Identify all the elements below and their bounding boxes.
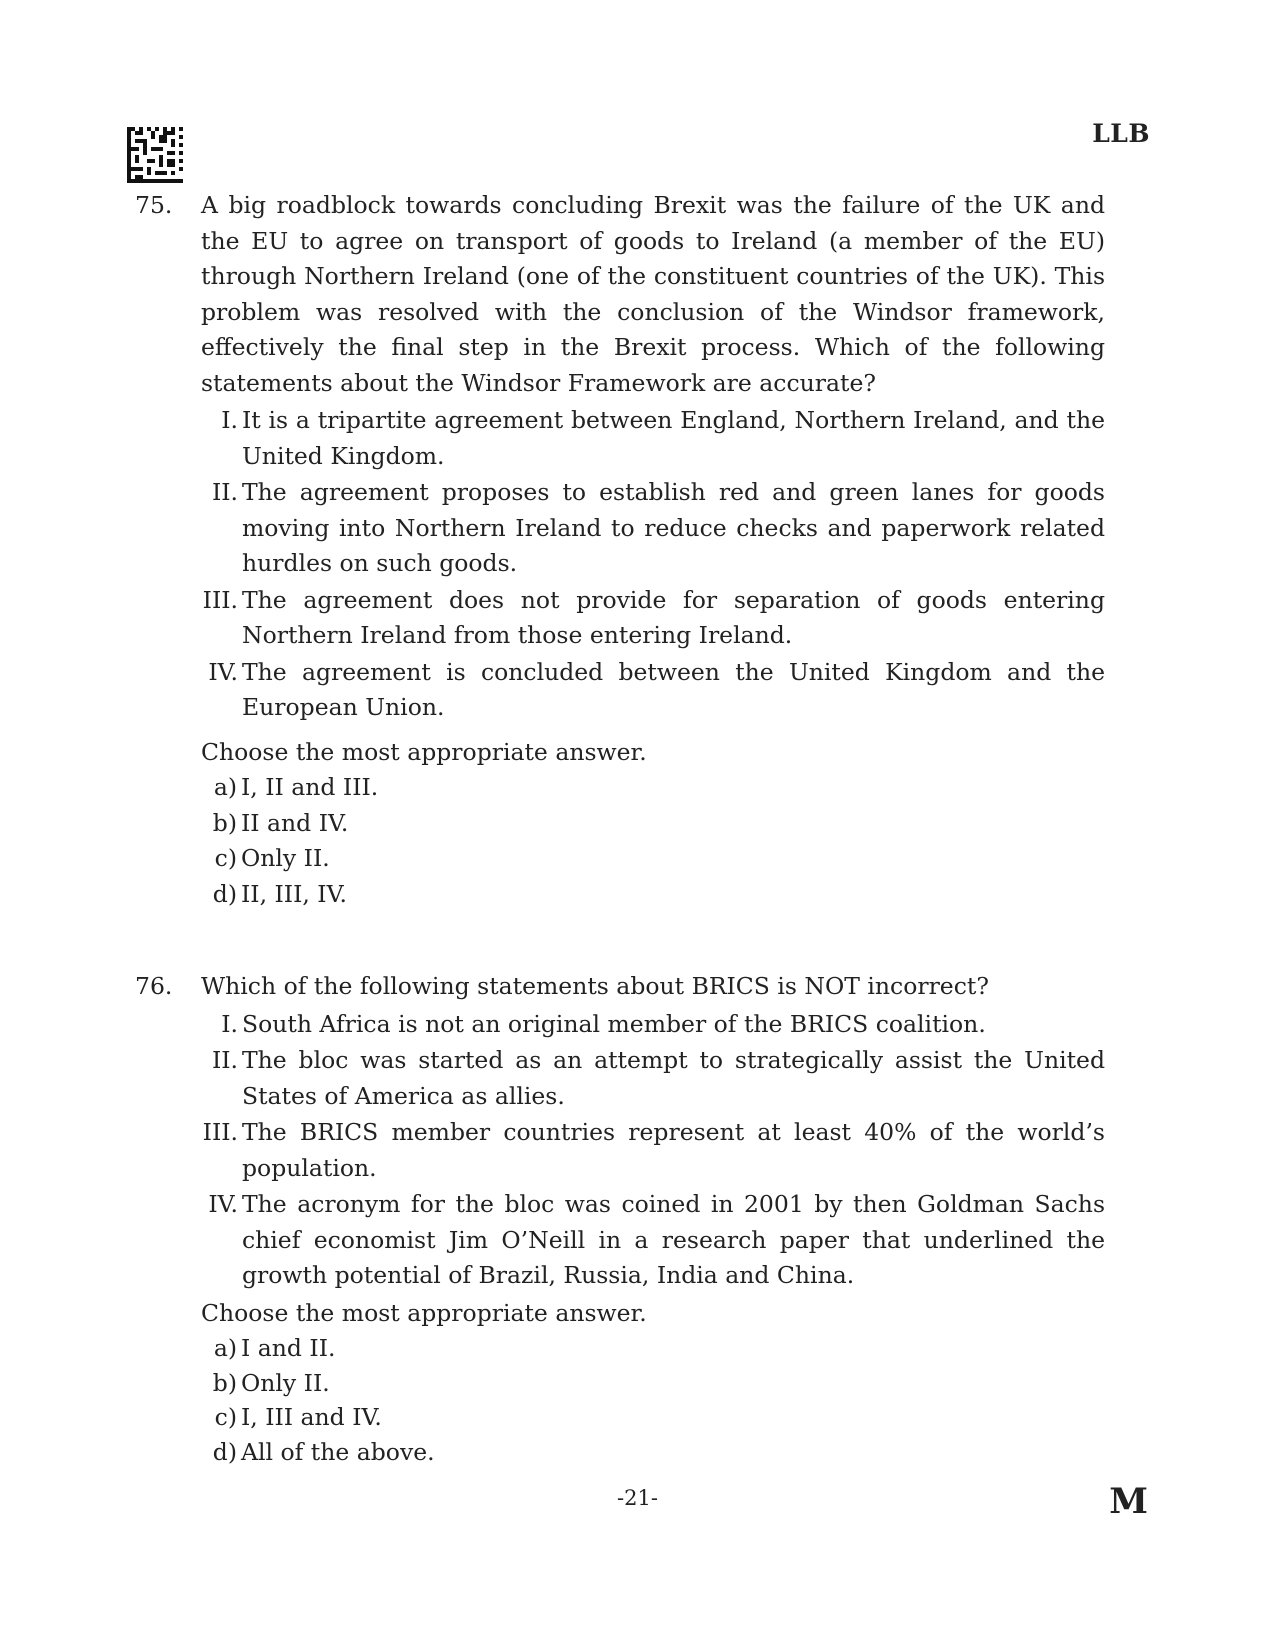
answer-option — [214, 841, 1105, 877]
statement-item — [202, 583, 1105, 654]
datamatrix-code — [127, 127, 183, 183]
statement-number: I. — [221, 406, 238, 434]
statement-text: South Africa is not an original member of the BRICS coalition. — [242, 1009, 986, 1038]
statement-number: IV. — [208, 1190, 238, 1218]
answer-option — [212, 877, 1105, 913]
answer-prompt: Choose the most appropriate answer. — [201, 1298, 647, 1327]
statement-number: I. — [221, 1009, 238, 1038]
statement-number: II. — [211, 1046, 238, 1074]
question-stem — [135, 969, 1105, 1005]
question-stem — [135, 188, 1105, 401]
question-76 — [135, 969, 1105, 1469]
question-number: 76. — [135, 972, 173, 1000]
set-code: M — [1109, 1481, 1148, 1522]
statement-number: III. — [202, 585, 238, 614]
statement-list — [135, 1007, 1105, 1294]
statement-text: The agreement does not provide for separation of goods entering Northern Ireland from those entering Ireland. — [242, 585, 1105, 649]
option-text: II, III, IV. — [241, 879, 347, 908]
statement-item — [221, 1007, 1105, 1043]
option-letter: a) — [213, 773, 237, 801]
option-list — [135, 770, 1105, 912]
answer-option — [214, 1400, 1105, 1435]
question-number: 75. — [135, 191, 173, 219]
statement-number: III. — [202, 1118, 238, 1146]
option-text: II and IV. — [241, 808, 349, 837]
answer-option — [212, 806, 1105, 842]
option-text: Only II. — [241, 844, 330, 872]
option-letter: d) — [212, 879, 237, 908]
option-text: I, II and III. — [241, 773, 379, 801]
statement-number: II. — [211, 478, 238, 506]
statement-item — [208, 1187, 1105, 1294]
statement-number: IV. — [208, 657, 238, 686]
statement-text: The agreement is concluded between the United Kingdom and the European Union. — [242, 657, 1105, 721]
series-code: LLB — [1092, 119, 1150, 148]
statement-text: The agreement proposes to establish red and green lanes for goods moving into Northern Ireland to reduce checks and paperwork related hurdles on such goods. — [242, 478, 1105, 577]
statement-text: The acronym for the bloc was coined in 2001 by then Goldman Sachs chief economist Jim O’Neill in a research paper that underlined the growth potential of Brazil, Russia, India and China. — [242, 1190, 1105, 1289]
statement-item — [211, 1043, 1105, 1114]
option-text: I, III and IV. — [241, 1403, 382, 1431]
option-text: I and II. — [241, 1334, 336, 1362]
answer-option — [213, 770, 1105, 806]
option-letter: c) — [214, 844, 237, 872]
statement-text: It is a tripartite agreement between England, Northern Ireland, and the United Kingdom. — [242, 406, 1105, 470]
statement-text: The bloc was started as an attempt to strategically assist the United States of America as allies. — [242, 1046, 1105, 1110]
page-number: -21- — [617, 1486, 658, 1510]
question-75 — [135, 188, 1105, 912]
answer-option — [213, 1331, 1105, 1366]
option-letter: c) — [214, 1403, 237, 1431]
statement-item — [221, 403, 1105, 474]
option-text: Only II. — [241, 1368, 330, 1397]
answer-option — [212, 1435, 1105, 1470]
option-letter: a) — [213, 1334, 237, 1362]
option-list — [135, 1331, 1105, 1469]
answer-prompt: Choose the most appropriate answer. — [201, 737, 647, 766]
question-text: A big roadblock towards concluding Brexit was the failure of the UK and the EU to agree on transport of goods to Ireland (a member of the EU) through Northern Ireland (one of the constituent countries of the UK). This problem was resolved with the conclusion of the Windsor framework, effectively the final step in the Brexit process. Which of the following statements about the Windsor Framework are accurate? — [201, 191, 1105, 397]
option-letter: b) — [212, 1368, 237, 1397]
statement-item — [202, 1115, 1105, 1186]
statement-item — [211, 475, 1105, 582]
statement-item — [208, 655, 1105, 726]
question-text: Which of the following statements about BRICS is NOT incorrect? — [201, 972, 989, 1000]
option-letter: d) — [212, 1437, 237, 1466]
statement-list — [135, 403, 1105, 726]
option-text: All of the above. — [241, 1437, 435, 1466]
option-letter: b) — [212, 808, 237, 837]
statement-text: The BRICS member countries represent at least 40% of the world’s population. — [242, 1118, 1105, 1182]
answer-option — [212, 1366, 1105, 1401]
